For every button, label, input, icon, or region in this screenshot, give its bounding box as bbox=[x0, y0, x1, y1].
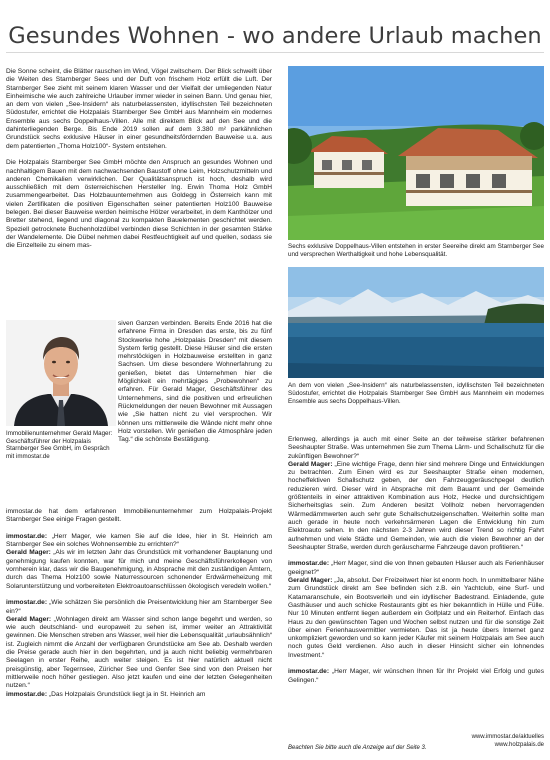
answer-3 bbox=[288, 461, 544, 552]
a4-label: Gerald Mager: bbox=[288, 577, 333, 585]
lake-photo bbox=[288, 267, 544, 378]
footer-note: Beachten Sie bitte auch die Anzeige auf der Seite 3. bbox=[288, 745, 427, 751]
question-4 bbox=[288, 560, 544, 577]
portrait-photo bbox=[6, 320, 116, 426]
question-2 bbox=[6, 599, 272, 616]
q4-text: „Herr Mager, sind die von Ihnen gebauten Häuser auch als Ferienhäuser geeignet?“ bbox=[288, 560, 544, 576]
intro-paragraph: Die Sonne scheint, die Blätter rauschen im Wind, Vögel zwitschern. Der Blick schweift über die Weiten des Starnberger Sees und der Duft von frischem Holz erfüllt die Luft. Der Starnberger See zieht mit seinem klaren Wasser und der Vielfalt der umliegenden Natur Einheimische wie auch zahlreiche Urlauber immer wieder in seinen Bann. Und genau hier, an dem von vielen „See-Insidern“ als naturbelassensten, idyllischsten Teil bezeichneten Südostufer, errichtet die Holzpalais Starnberger See GmbH aus Mannheim ein modernes Ensemble aus sechs Doppelhaus-Villen. Alle mit direktem Blick auf den See und die dahinterliegenden Berge. Bis Ende 2019 sollen auf dem 3.380 m² parkähnlichen Grundstück sechs exklusive Häuser in einer gesundheitsfördernden Bauweise u.a. aus dem patentierten „Thoma Holz100“- System entstehen. bbox=[6, 68, 272, 150]
link-holzpalais[interactable]: www.holzpalais.de bbox=[494, 741, 544, 748]
villa-photo-caption: Sechs exklusive Doppelhaus-Villen entstehen in erster Seereihe direkt am Starnberger See und versprechen Werthaltigkeit und hohe Lebensqualität. bbox=[288, 243, 544, 258]
lake-photo-caption: An dem von vielen „See-Insidern“ als naturbelassensten, idyllischsten Teil bezeichneten Südostufer, errichtet die Holzpalais Starnberger See GmbH aus Mannheim ein modernes Ensemble aus sechs Doppelhaus-Villen. bbox=[288, 382, 544, 405]
a4-text: „Ja, absolut. Der Freizeitwert hier ist enorm hoch. In unmittelbarer Nähe zum Grundstück direkt am See befinden sich z.B. ein Yachtclub, eine Surf- und Katamaranschule, ein Bootsverleih und ein idyllischer Badestrand. Einladende, gute Gasthäuser und auch schicke Restaurants gibt es hier bekanntlich in Hülle und Fülle. Nur 10 Minuten entfernt liegen außerdem ein Golfplatz und ein Reiterhof. Einfach das Haus zu den gewünschten Tagen und Wochen selbst nutzen und für die sonstige Zeit über einen Ferienhausvermittler vermieten. Das ist ja heute übers Internet ganz unkompliziert geworden und so kann jeder Käufer mit seinem Holzpalais am See auch noch gutes Geld verdienen. Also auch in dieser Hinsicht sicher ein lohnendes Investment.“ bbox=[288, 577, 544, 659]
question-1 bbox=[6, 533, 272, 550]
link-immostar[interactable]: www.immostar.de/aktuelles bbox=[471, 734, 544, 740]
a1-label: Gerald Mager: bbox=[6, 549, 51, 557]
q5-text: „Herr Mager, wir wünschen Ihnen für Ihr Projekt viel Erfolg und gutes Gelingen.“ bbox=[288, 668, 544, 684]
interview-left bbox=[6, 508, 272, 699]
right-column bbox=[288, 436, 544, 685]
a2-label: Gerald Mager: bbox=[6, 615, 52, 623]
left-column bbox=[6, 68, 272, 251]
title-divider bbox=[6, 52, 544, 53]
q3-label: immostar.de: bbox=[6, 690, 48, 698]
q4-label: immostar.de: bbox=[288, 560, 330, 568]
question-3 bbox=[6, 691, 272, 699]
wrapped-paragraph bbox=[118, 320, 272, 444]
q1-text: „Herr Mager, wie kamen Sie auf die Idee, hier in St. Heinrich am Starnberger See ein solches Wohnensemble zu errichten?“ bbox=[6, 532, 272, 549]
page-title: Gesundes Wohnen - wo andere Urlaub machen bbox=[8, 23, 542, 50]
villa-photo bbox=[288, 66, 544, 240]
answer-2 bbox=[6, 616, 272, 691]
q3-text: „Das Holzpalais Grundstück liegt ja in St. Heinrich am bbox=[47, 690, 206, 698]
a2-text: „Wohnlagen direkt am Wasser sind schon lange begehrt und werden, so wie auch deutschland- und europaweit zu sehen ist, immer weiter an Attraktivität gewinnen. Die Menschen streben ans Wasser, weil hier die Lebensqualität „urlaubsähnlich“ ist. Zugleich nimmt die Anzahl der verfügbaren Grundstücke am See ab. Deshalb werden die Preise gerade auch hier in den begehrten, und ja auch nicht beliebig vermehrbaren Seelagen in erster Reihe, auch weiter steigen. Es ist hier natürlich aktuell nicht preisgünstig, aber Tegernsee, Züricher See und Genfer See sind von den Preisen her mittlerweile noch höher gestiegen. Also jetzt kaufen und eine der letzten Gelegenheiten nutzen.“ bbox=[6, 615, 272, 690]
q1-label: immostar.de: bbox=[6, 532, 48, 540]
a3-label: Gerald Mager: bbox=[288, 460, 333, 468]
wrapped-text: siven Ganzen verbinden. Bereits Ende 2016 hat die erfahrene Firma in Dresden das erste, bis zu fünf Stockwerke hohe „Holzpalais Dresden“ mit diesem System fertig gestellt. Diese Häuser sind die ersten mehrstöckigen in Holzbauweise erstellten in ganz Sachsen. Um diese besondere Wohnerfahrung zu genießen, bietet das Unternehmen hier die Möglichkeit ein mehrtägiges „Probewohnen“ zu erfahren. Für Gerald Mager, Geschäftsführer des Unternehmens, sind die positiven und erfreulichen Rückmeldungen der neuen Bewohner mit Aussagen wie „Sie hatten nicht zu viel versprochen. Wir können uns mittlerweile die Wände nicht mehr ohne Holz vorstellen. Wir genießen die Atmosphäre jeden Tag.“ die schönste Bestätigung. bbox=[118, 320, 272, 444]
portrait-caption: Immobilienunternehmer Gerald Mager: Geschäftsführer der Holzpalais Starnberger See GmbH, im Gespräch mit immostar.de bbox=[6, 430, 113, 460]
construction-paragraph: Die Holzpalais Starnberger See GmbH möchte den Anspruch an gesundes Wohnen und nachhaltigem Bauen mit dem nachwachsenden Baustoff ohne Leim, Holzschutzmitteln und anderen Chemikalien verwirklichen. Der Qualitätsanspruch ist hoch, deshalb wird ausschließlich mit dem österreichischen Hersteller Ing. Erwin Thoma Holz GmbH zusammengearbeitet. Das Holzbauunternehmen aus Goldegg in Österreich kann mit vielen Zertifikaten die positiven Eigenschaften seiner patentierten Holz100 Bauweise belegen. Bei dieser Bauweise werden heimische Hölzer verarbeitet, in dem Kanthölzer und Bretter stehend, liegend und diagonal zu kompakten Bauelementen geschichtet werden. Speziell getrocknete Buchenholzdübel verbinden diese Schichten in der gesamten Stärke der Wandelemente. Die Dübel nehmen dabei Restfeuchtigkeit auf und quellen, sodass sie die Einzelteile zu einem mas- bbox=[6, 159, 272, 250]
q2-text: „Wie schätzen Sie persönlich die Preisentwicklung hier am Starnberger See ein?“ bbox=[6, 599, 272, 615]
q5-label: immostar.de: bbox=[288, 668, 330, 676]
answer-1 bbox=[6, 549, 272, 590]
continued-question: Erlenweg, allerdings ja auch mit einer Seite an der teilweise stärker befahrenen Seeshaupter Straße. Was unternehmen Sie zum Thema Lärm- und Schallschutz für die zukünftigen Bewohner?“ bbox=[288, 436, 544, 460]
q2-label: immostar.de: bbox=[6, 599, 48, 607]
footer-links bbox=[472, 734, 544, 749]
a1-text: „Als wir im letzten Jahr das Grundstück mit vorhandener Bauplanung und genehmigung kaufen konnten, war für mich und meine Geschäftsführerkollegen von vornherein klar, dass wir die Baugenehmigung, in Absprache mit den zuständigen Ämtern, durch das Thema Holz100 sowie Naturressourcen schonender Erdwärmeheizung mit Solarunterstützung und vorbereiteten Elektroautoanschlüssen ökologisch veredeln wollen.“ bbox=[6, 549, 272, 590]
interview-intro: immostar.de hat dem erfahrenen Immobilienunternehmer zum Holzpalais-Projekt Starnberger See einige Fragen gestellt. bbox=[6, 508, 272, 524]
a3-text: „Eine wichtige Frage, denn hier sind mehrere Dinge und Entwicklungen zu betrachten. Zum Einen wird es zur Seeshaupter Straße einen modernen, hocheffektiven Schallschutz geben, der den Fahrzeuggeräuschpegel deutlich reduzieren wird. Dieser wird in Absprache mit dem Bauamt und der Gemeinde größtenteils in einer attraktiven Kombination aus Holz, Hecke und durchsichtigem Sicherheitsglas sein. Zum Anderen besitzt Vollholz neben hervorragenden Wärmedämmwerten auch sehr gute Schallschutzeigenschaften. Weiterhin sollte man auch gerade in heute noch verkehrsärmeren Lagen die Entwicklung hin zum Elektroauto sehen. In den nächsten 2-3 Jahren wird dieser Trend so richtig Fahrt aufnehmen und viele Städte und Gemeinden, wie auch die vielen Bewohner an der Seeshaupter Straße, werden durch geräuscharme Fahrzeuge davon profitieren.“ bbox=[288, 460, 545, 551]
answer-4 bbox=[288, 577, 544, 660]
question-5 bbox=[288, 668, 544, 685]
